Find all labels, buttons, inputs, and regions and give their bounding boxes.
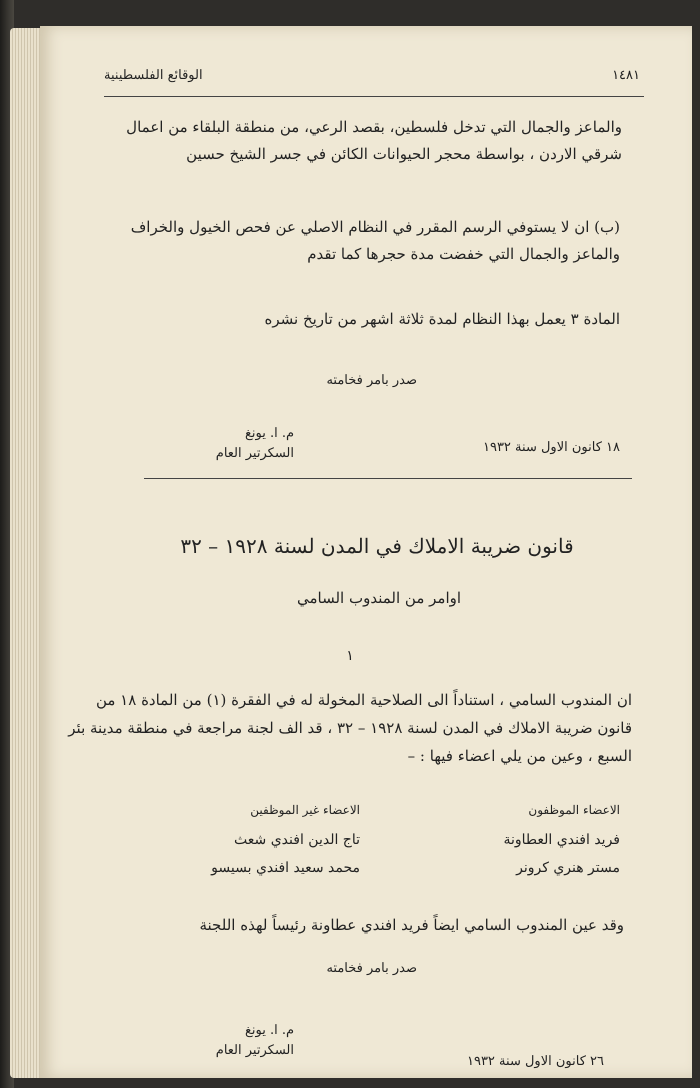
chairman-appointment: وقد عين المندوب السامي ايضاً فريد افندي عطاونة رئيساً لهذه اللجنة <box>199 916 624 934</box>
signatory-title: السكرتير العام <box>215 1043 294 1058</box>
member-name: مستر هنري كرونر <box>516 860 620 876</box>
committee-members <box>160 800 620 900</box>
decree-paragraph: ان المندوب السامي ، استناداً الى الصلاحية المخولة له في الفقرة (١) من المادة ١٨ من قانون ضريبة الاملاك في المدن لسنة ١٩٢٨ – ٣٢ ، قد الف لجنة مراجعة في منطقة مدينة بئر السبع ، وعين من يلي اعضاء فيها : – <box>68 691 632 765</box>
law-subtitle: اوامر من المندوب السامي <box>296 589 462 607</box>
member-name: تاج الدين افندي شعث <box>234 832 360 848</box>
section-divider <box>144 478 632 479</box>
signature-block <box>216 1021 294 1061</box>
signatory-name: م. ا. يونغ <box>244 426 294 441</box>
paragraph-intro: والماعز والجمال التي تدخل فلسطين، بقصد الرعي، من منطقة البلقاء من اعمال شرقي الاردن ، بواسطة محجر الحيوانات الكائن في جسر الشيخ حسين <box>126 118 622 163</box>
signatory-name: م. ا. يونغ <box>244 1023 294 1038</box>
signature-block <box>216 424 294 464</box>
issue-date: ٢٦ كانون الاول سنة ١٩٣٢ <box>466 1054 604 1069</box>
member-name: فريد افندي العطاونة <box>503 832 620 848</box>
article-3: المادة ٣ يعمل بهذا النظام لمدة ثلاثة اشهر من تاريخ نشره <box>264 310 620 328</box>
law-title: قانون ضريبة الاملاك في المدن لسنة ١٩٢٨ – ٣٢ <box>180 534 574 558</box>
nonofficials-header: الاعضاء غير الموظفين <box>250 803 360 817</box>
section-number: ١ <box>346 648 354 664</box>
signatory-title: السكرتير العام <box>215 446 294 461</box>
header-rule <box>104 96 644 97</box>
nonofficials-column <box>160 800 360 886</box>
member-name: محمد سعيد افندي بسيسو <box>211 860 360 876</box>
document-page <box>40 26 692 1078</box>
officials-column <box>420 800 620 886</box>
running-title: الوقائع الفلسطينية <box>104 67 203 83</box>
paragraph-b: (ب) ان لا يستوفي الرسم المقرر في النظام الاصلي عن فحص الخيول والخراف والماعز والجمال التي خفضت مدة حجرها كما تقدم <box>130 218 620 263</box>
page-number: ١٤٨١ <box>612 67 640 83</box>
issued-by-order: صدر بامر فخامته <box>326 961 417 976</box>
page-header <box>104 62 640 88</box>
issued-by-order: صدر بامر فخامته <box>326 373 417 388</box>
issue-date: ١٨ كانون الاول سنة ١٩٣٢ <box>482 440 620 455</box>
officials-header: الاعضاء الموظفون <box>528 803 620 817</box>
